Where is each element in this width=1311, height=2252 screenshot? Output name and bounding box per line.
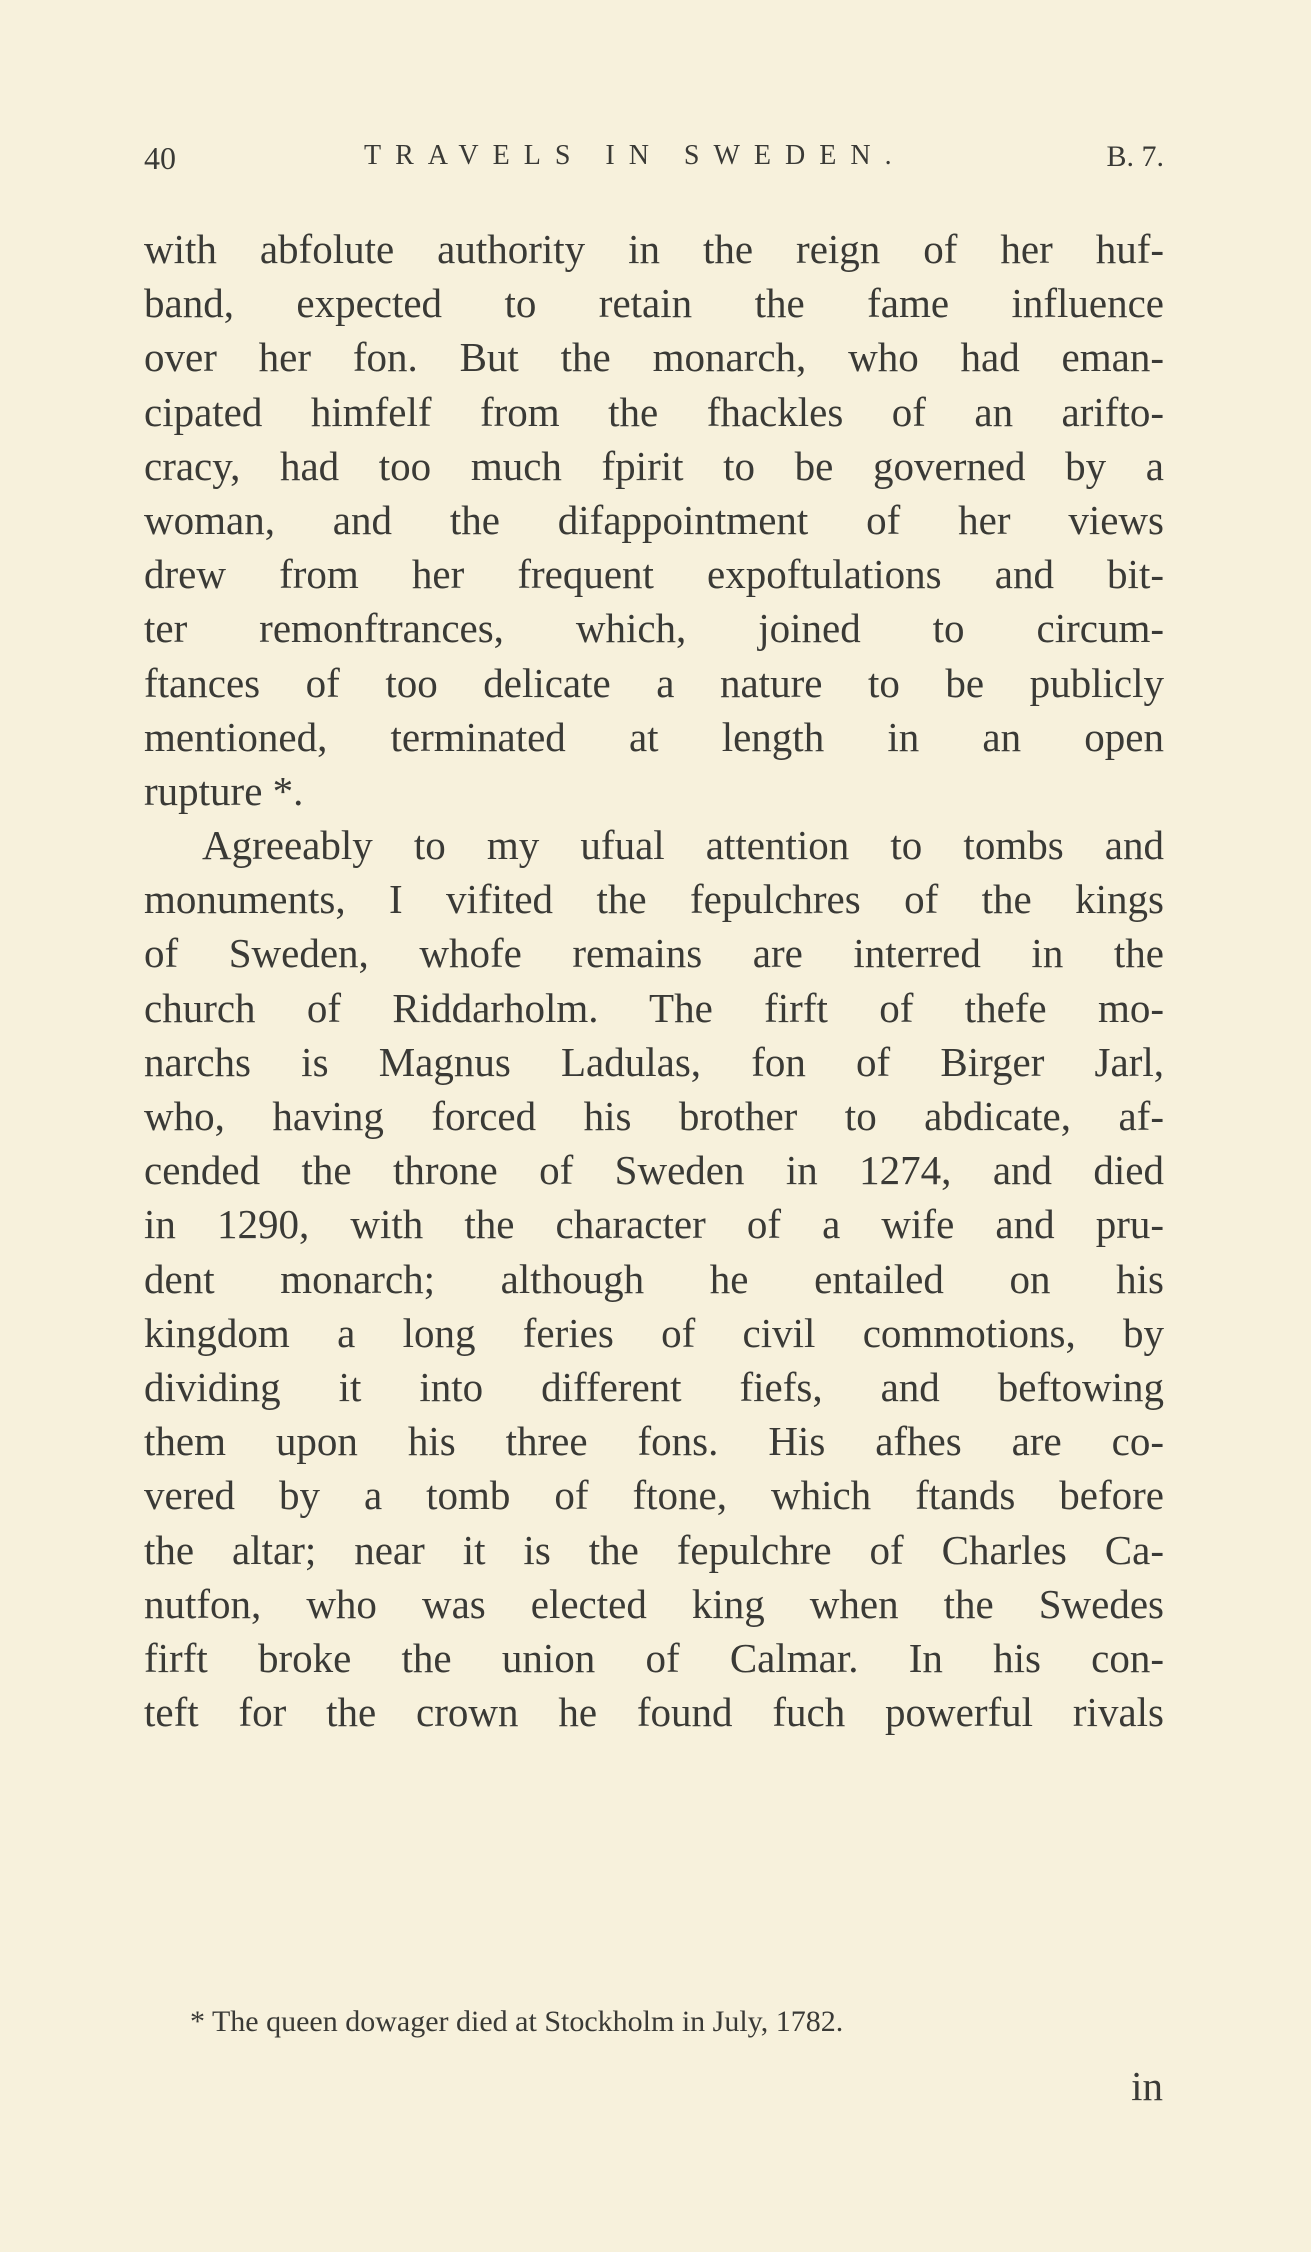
text-line: them upon his three fons. His afhes are co-	[144, 1418, 1164, 1465]
text-line: cracy, had too much fpirit to be governed by a	[144, 442, 1164, 489]
text-line: ter remonftrances, which, joined to circum-	[144, 605, 1164, 652]
text-line: the altar; near it is the fepulchre of Charles Ca-	[144, 1526, 1164, 1573]
text-line: nutfon, who was elected king when the Swedes	[144, 1580, 1164, 1627]
text-line: drew from her frequent expoftulations and bit-	[144, 551, 1164, 598]
text-line: church of Riddarholm. The firft of thefe mo-	[144, 984, 1164, 1031]
text-line: woman, and the difappointment of her views	[144, 496, 1164, 543]
text-line: vered by a tomb of ftone, which ftands before	[144, 1472, 1164, 1519]
text-line: monuments, I vifited the fepulchres of the kings	[144, 876, 1164, 923]
footnote: * The queen dowager died at Stockholm in July, 1782.	[190, 2005, 844, 2038]
catchword: in	[1131, 2063, 1163, 2109]
text-line: teft for the crown he found fuch powerful rivals	[144, 1689, 1164, 1736]
text-line: band, expected to retain the fame influence	[144, 280, 1164, 327]
text-line: of Sweden, whofe remains are interred in the	[144, 930, 1164, 977]
text-line: in 1290, with the character of a wife and pru-	[144, 1201, 1164, 1248]
text-line: cipated himfelf from the fhackles of an arifto-	[144, 388, 1164, 435]
text-line: dent monarch; although he entailed on his	[144, 1255, 1164, 1302]
text-line: Agreeably to my ufual attention to tombs and	[202, 822, 1164, 869]
text-line: over her fon. But the monarch, who had eman-	[144, 334, 1164, 381]
book-number: B. 7.	[1106, 140, 1164, 173]
text-line: narchs is Magnus Ladulas, fon of Birger Jarl,	[144, 1038, 1164, 1085]
text-line: cended the throne of Sweden in 1274, and died	[144, 1147, 1164, 1194]
running-header	[144, 140, 1164, 190]
body-text	[144, 222, 1164, 1739]
text-line: mentioned, terminated at length in an open	[144, 713, 1164, 760]
text-line: who, having forced his brother to abdicate, af-	[144, 1093, 1164, 1139]
text-line: kingdom a long feries of civil commotions, by	[144, 1309, 1164, 1356]
text-line: firft broke the union of Calmar. In his con-	[144, 1634, 1164, 1681]
text-line: ftances of too delicate a nature to be publicly	[144, 659, 1164, 706]
page-number: 40	[144, 140, 176, 176]
text-line: dividing it into different fiefs, and beftowing	[144, 1363, 1164, 1410]
running-title: TRAVELS IN SWEDEN.	[364, 140, 906, 171]
text-line: rupture *.	[144, 767, 304, 814]
text-line: with abfolute authority in the reign of her huf-	[144, 226, 1164, 272]
